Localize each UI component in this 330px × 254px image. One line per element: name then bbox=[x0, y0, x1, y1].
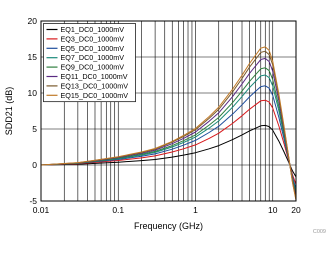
legend-label: EQ7_DC0_1000mV bbox=[60, 53, 125, 63]
y-tick-label: 10 bbox=[27, 88, 37, 98]
watermark: C009 bbox=[312, 229, 326, 235]
y-axis-title: SDD21 (dB) bbox=[4, 86, 14, 136]
x-tick-label: 0.1 bbox=[112, 205, 125, 215]
x-tick-label: 0.01 bbox=[32, 205, 50, 215]
legend-label: EQ3_DC0_1000mV bbox=[60, 34, 125, 44]
legend-label: EQ9_DC0_1000mV bbox=[60, 62, 125, 72]
legend-label: EQ13_DC0_1000mV bbox=[60, 81, 129, 91]
y-tick-label: 15 bbox=[27, 52, 37, 62]
y-tick-label: 20 bbox=[27, 16, 37, 26]
legend-label: EQ5_DC0_1000mV bbox=[60, 43, 125, 53]
y-tick-label: -5 bbox=[29, 196, 37, 206]
x-tick-label: 1 bbox=[193, 205, 198, 215]
legend-label: EQ1_DC0_1000mV bbox=[60, 25, 125, 34]
x-tick-label: 10 bbox=[268, 205, 278, 215]
x-axis-title: Frequency (GHz) bbox=[133, 221, 204, 231]
legend-label: EQ15_DC0_1000mV bbox=[60, 90, 129, 100]
y-tick-label: 5 bbox=[32, 124, 37, 134]
legend-label: EQ11_DC0_1000mV bbox=[60, 72, 128, 81]
y-tick-label: 0 bbox=[32, 160, 37, 170]
legend bbox=[44, 24, 136, 102]
x-tick-label: 20 bbox=[291, 205, 301, 215]
